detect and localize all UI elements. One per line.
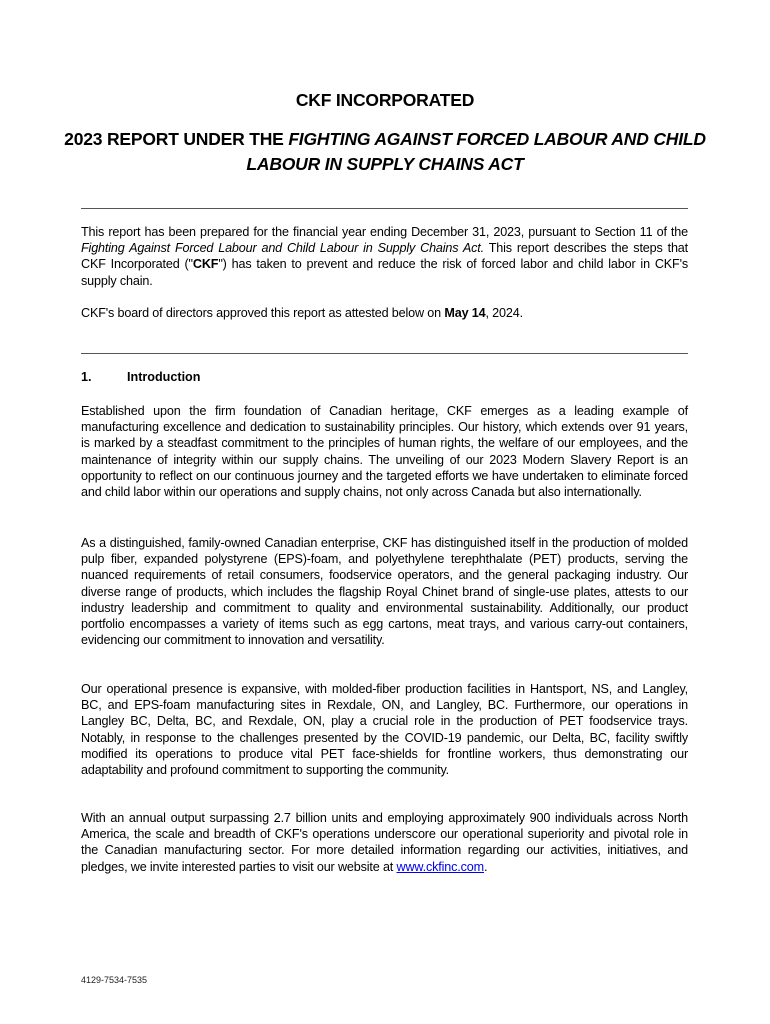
approval-text-a: CKF's board of directors approved this report as attested below on — [81, 306, 445, 320]
approval-text-b: , 2024. — [485, 306, 523, 320]
section-paragraph-3: Our operational presence is expansive, with molded-fiber production facilities in Hantsport, NS, and Langley, BC, and EPS-foam manufacturing sites in Rexdale, ON, and Langley, BC. Furthermore, our operations in Langley BC, Delta, BC, and Rexdale, ON, play a crucial role in the production of PET foodservice trays. Notably, in response to the challenges presented by the COVID-19 pandemic, our Delta, BC, facility swiftly modified its operations to produce vital PET face-shields for frontline workers, thus demonstrating our adaptability and profound commitment to supporting the community. — [81, 682, 688, 778]
approval-date: May 14 — [444, 306, 486, 320]
intro-text-a: This report has been prepared for the financial year ending December 31, 2023, pursuant to Section 11 of the — [81, 225, 688, 239]
website-link[interactable]: www.ckfinc.com — [396, 859, 484, 874]
act-name: Fighting Against Forced Labour and Child Labour in Supply Chains Act. — [81, 241, 485, 256]
intro-paragraph — [81, 224, 688, 289]
section-heading — [81, 370, 200, 384]
divider-middle — [81, 353, 688, 354]
report-title — [60, 127, 710, 177]
document-id: 4129-7534-7535 — [81, 975, 148, 985]
approval-paragraph — [81, 305, 688, 321]
section-paragraph-4-end: . — [484, 859, 488, 874]
section-paragraph-2: As a distinguished, family-owned Canadian enterprise, CKF has distinguished itself in the production of molded pulp fiber, expanded polystyrene (EPS)-foam, and polyethylene terephthalate (PET) products, serving the nuanced requirements of retail consumers, foodservice operators, and the general packaging industry. Our diverse range of products, which includes the flagship Royal Chinet brand of single-use plates, attests to our industry leadership and commitment to quality and environmental sustainability. Additionally, our product portfolio encompasses a variety of items such as egg cartons, meat trays, and various carry-out containers, evidencing our commitment to innovation and versatility. — [81, 536, 688, 648]
company-name: CKF INCORPORATED — [295, 90, 475, 110]
report-title-prefix: 2023 REPORT UNDER THE — [64, 129, 289, 149]
section-paragraph-4-text: With an annual output surpassing 2.7 billion units and employing approximately 900 individuals across North America, the scale and breadth of CKF's operations underscore our operational superiority and pivotal role in the Canadian manufacturing sector. For more detailed information regarding our activities, initiatives, and pledges, we invite interested parties to visit our website at — [81, 811, 688, 874]
divider-top — [81, 208, 688, 209]
intro-text-c: ") has taken to prevent and reduce the risk of forced labor and child labor in CKF's supply chain. — [81, 257, 688, 288]
section-paragraph-4 — [81, 810, 688, 875]
section-title: Introduction — [127, 370, 201, 384]
section-number: 1. — [81, 370, 92, 384]
intro-text-b: This report describes the steps that CKF Incorporated (" — [81, 241, 689, 272]
ckf-defined-term: CKF — [192, 257, 219, 272]
section-paragraph-1: Established upon the firm foundation of Canadian heritage, CKF emerges as a leading example of manufacturing excellence and dedication to sustainability principles. Our history, which extends over 91 years, is marked by a steadfast commitment to the principles of human rights, the welfare of our employees, and the maintenance of integrity within our supply chains. The unveiling of our 2023 Modern Slavery Report is an opportunity to reflect on our continuous journey and the targeted efforts we have undertaken to eliminate forced and child labor within our operations and supply chains, not only across Canada but also internationally. — [81, 404, 688, 500]
report-title-act: FIGHTING AGAINST FORCED LABOUR AND CHILD LABOUR IN SUPPLY CHAINS ACT — [246, 129, 706, 174]
